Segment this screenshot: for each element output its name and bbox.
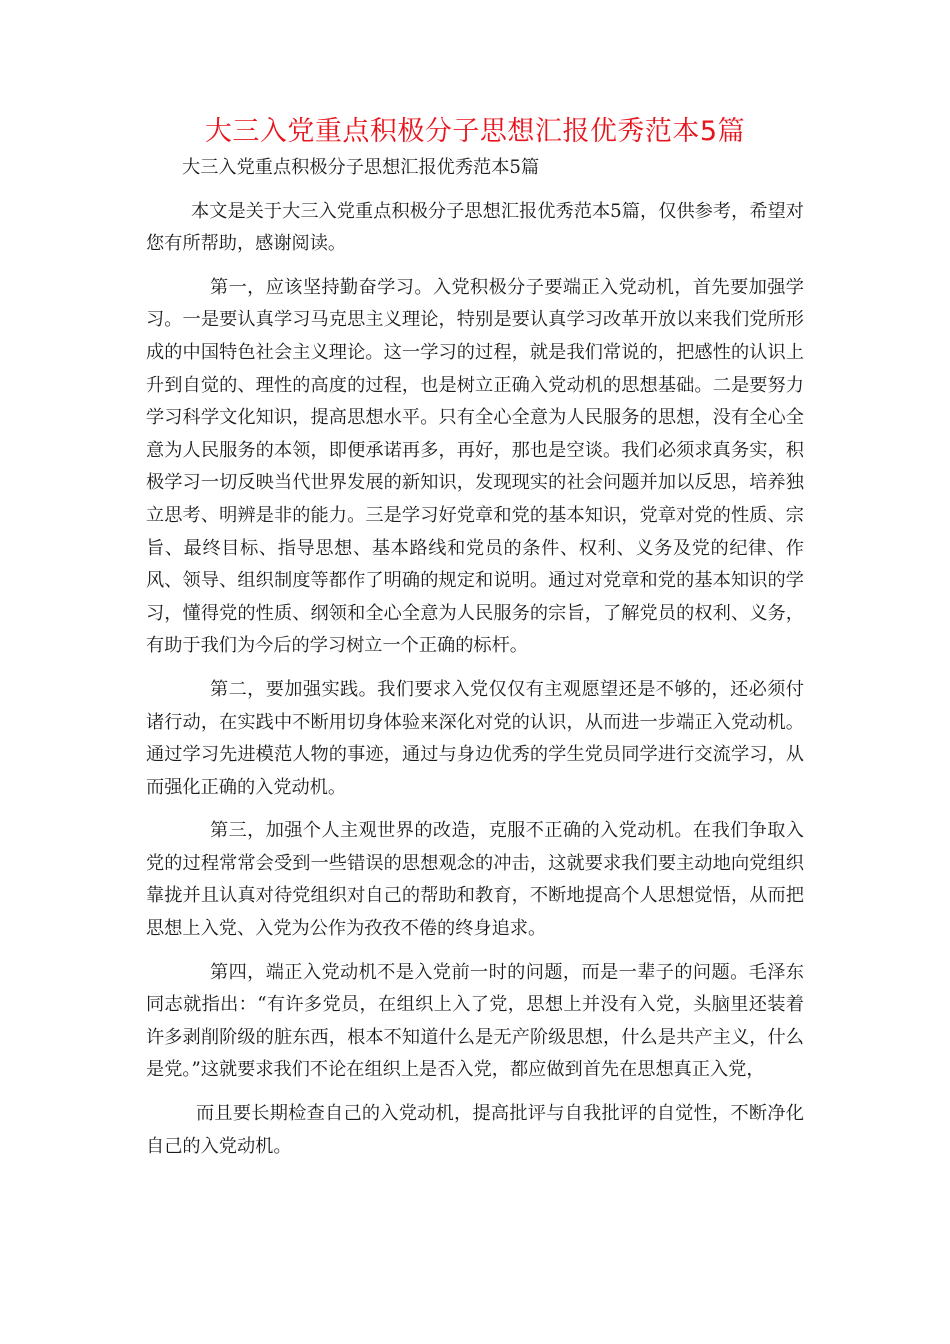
document-title: 大三入党重点积极分子思想汇报优秀范本5篇: [204, 116, 746, 147]
paragraph-first-point: 第一，应该坚持勤奋学习。入党积极分子要端正入党动机，首先要加强学习。一是要认真学习马克思主义理论，特别是要认真学习改革开放以来我们党所形成的中国特色社会主义理论。这一学习的过程，就是我们常说的，把感性的认识上升到自觉的、理性的高度的过程，也是树立正确入党动机的思想基础。二是要努力学习科学文化知识，提高思想水平。只有全心全意为人民服务的思想，没有全心全意为人民服务的本领，即便承诺再多，再好，那也是空谈。我们必须求真务实，积极学习一切反映当代世界发展的新知识，发现现实的社会问题并加以反思，培养独立思考、明辨是非的能力。三是学习好党章和党的基本知识，党章对党的性质、宗旨、最终目标、指导思想、基本路线和党员的条件、权利、义务及党的纪律、作风、领导、组织制度等都作了明确的规定和说明。通过对党章和党的基本知识的学习，懂得党的性质、纲领和全心全意为人民服务的宗旨，了解党员的权利、义务，有助于我们为今后的学习树立一个正确的标杆。: [146, 276, 804, 657]
document-body: [146, 152, 804, 1174]
paragraph-third-point: 第三，加强个人主观世界的改造，克服不正确的入党动机。在我们争取入党的过程常常会受到一些错误的思想观念的冲击，这就要求我们要主动地向党组织靠拢并且认真对待党组织对自己的帮助和教育，不断地提高个人思想觉悟，从而把思想上入党、入党为公作为孜孜不倦的终身追求。: [146, 820, 804, 940]
document-subtitle: 大三入党重点积极分子思想汇报优秀范本5篇: [182, 157, 540, 178]
paragraph-fourth-point: 第四，端正入党动机不是入党前一时的问题，而是一辈子的问题。毛泽东同志就指出：“有许多党员，在组织上入了党，思想上并没有入党，头脑里还装着许多剥削阶级的脏东西，根本不知道什么是无产阶级思想，什么是共产主义，什么是党。”这就要求我们不论在组织上是否入党，都应做到首先在思想真正入党，: [146, 961, 804, 1081]
paragraph-closing: 而且要长期检查自己的入党动机，提高批评与自我批评的自觉性，不断净化自己的入党动机。: [146, 1103, 804, 1157]
intro-paragraph: 本文是关于大三入党重点积极分子思想汇报优秀范本5篇，仅供参考，希望对您有所帮助，感谢阅读。: [146, 200, 804, 255]
paragraph-second-point: 第二，要加强实践。我们要求入党仅仅有主观愿望还是不够的，还必须付诸行动，在实践中不断用切身体验来深化对党的认识，从而进一步端正入党动机。通过学习先进模范人物的事迹，通过与身边优秀的学生党员同学进行交流学习，从而强化正确的入党动机。: [146, 678, 804, 798]
